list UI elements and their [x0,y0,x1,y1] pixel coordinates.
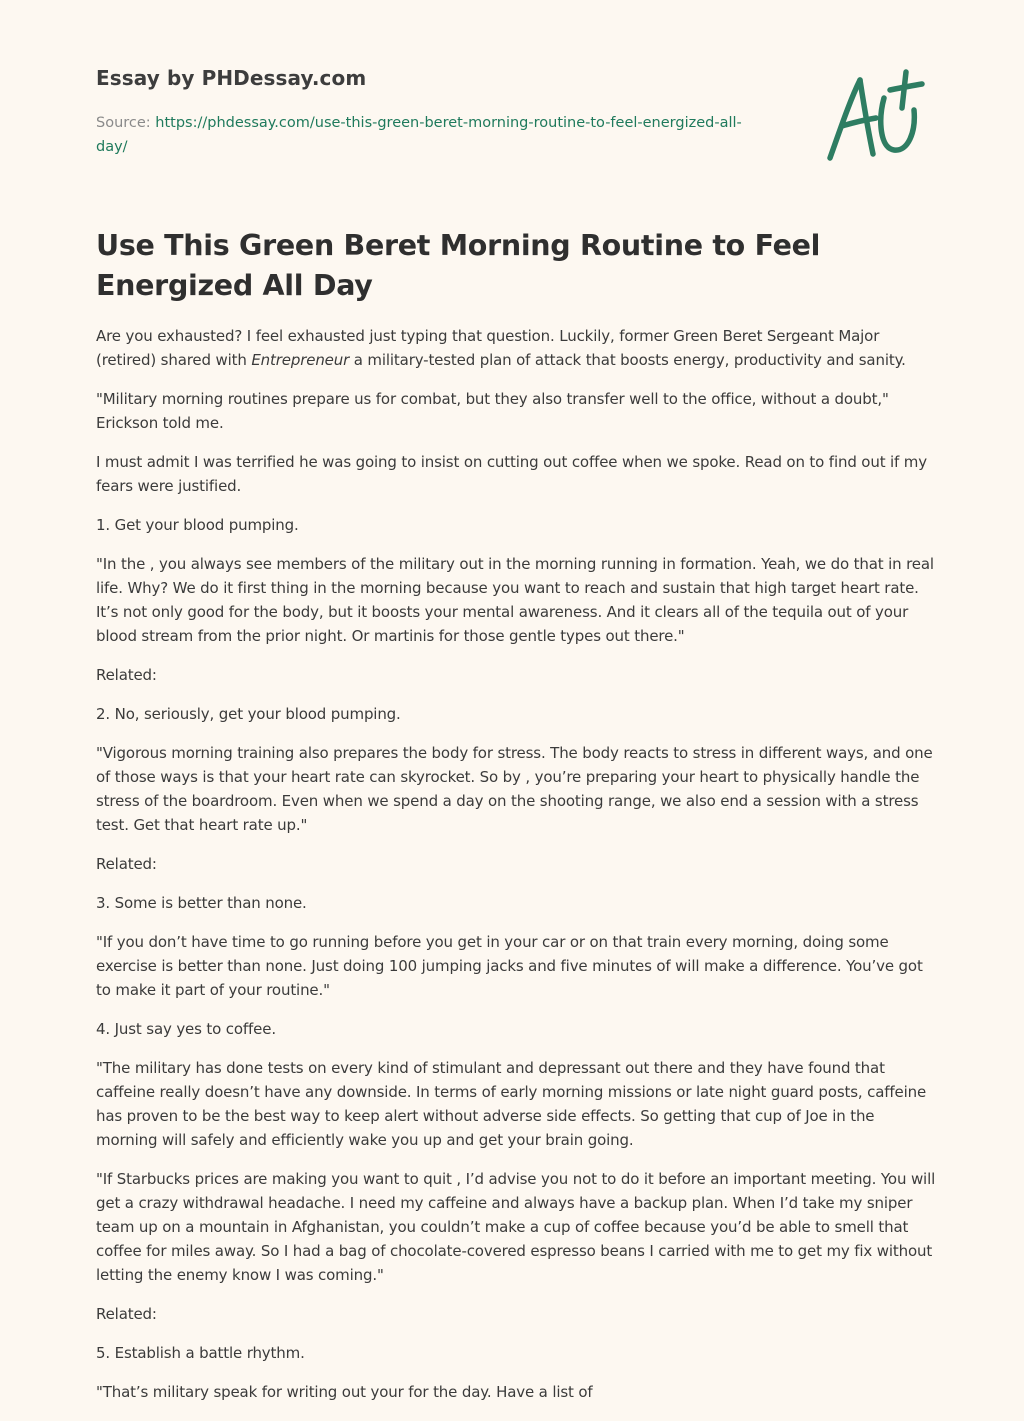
related-label: Related: [96,1305,157,1323]
intro-text-start: Are you exhausted? I feel exhausted just typing that question. Luckily, former Green Beret Sergeant Major (retired) shared with [96,327,880,369]
source-line [96,111,756,159]
body-paragraph: "If Starbucks prices are making you want to quit , I’d advise you not to do it before an important meeting. You will get a crazy withdrawal headache. I need my caffeine and always have a backup plan. When I’d take my sniper team up on a mountain in Afghanistan, you couldn’t make a cup of coffee because you’d be able to smell that coffee for miles away. So I had a bag of chocolate-covered espresso beans I carried with me to get my fix without letting the enemy know I was coming." [96,1170,936,1284]
body-paragraph: "In the , you always see members of the military out in the morning running in formation. Yeah, we do that in real life. Why? We do it first thing in the morning because you want to reach and sustain that high target heart rate. It’s not only good for the body, but it boosts your mental awareness. And it clears all of the tequila out of your blood stream from the prior night. Or martinis for those gentle types out there." [96,555,934,645]
section-heading: 2. No, seriously, get your blood pumping. [96,705,401,723]
related-label: Related: [96,666,157,684]
section-heading: 1. Get your blood pumping. [96,516,299,534]
source-link[interactable]: https://phdessay.com/use-this-green-beret-morning-routine-to-feel-energized-all-day/ [96,115,742,155]
site-brand: Essay by PHDessay.com [96,66,367,90]
body-paragraph: I must admit I was terrified he was going to insist on cutting out coffee when we spoke. Read on to find out if my fears were justified. [96,453,927,495]
section-heading: 4. Just say yes to coffee. [96,1020,276,1038]
a-plus-logo-icon [826,68,926,164]
section-heading: 3. Some is better than none. [96,894,307,912]
section-heading: 5. Establish a battle rhythm. [96,1344,305,1362]
publication-name: Entrepreneur [251,351,350,369]
body-paragraph: "If you don’t have time to go running before you get in your car or on that train every morning, doing some exercise is better than none. Just doing 100 jumping jacks and five minutes of will make a difference. You’ve got to make it part of your routine." [96,933,923,999]
intro-paragraph [96,324,938,372]
source-label: Source: [96,115,151,131]
body-paragraph: "Military morning routines prepare us for combat, but they also transfer well to the office, without a doubt," Erickson told me. [96,390,889,432]
essay-body [96,324,938,1419]
body-paragraph: "That’s military speak for writing out your for the day. Have a list of [96,1383,593,1401]
body-paragraph: "The military has done tests on every kind of stimulant and depressant out there and they have found that caffeine really doesn’t have any downside. In terms of early morning missions or late night guard posts, caffeine has proven to be the best way to keep alert without adverse side effects. So getting that cup of Joe in the morning will safely and efficiently wake you up and get your brain going. [96,1059,927,1149]
intro-text-end: a military-tested plan of attack that boosts energy, productivity and sanity. [349,351,906,369]
essay-title: Use This Green Beret Morning Routine to Feel Energized All Day [96,229,821,302]
related-label: Related: [96,855,157,873]
body-paragraph: "Vigorous morning training also prepares the body for stress. The body reacts to stress in different ways, and one of those ways is that your heart rate can skyrocket. So by , you’re preparing your heart to physically handle the stress of the boardroom. Even when we spend a day on the shooting range, we also end a session with a stress test. Get that heart rate up." [96,744,933,834]
